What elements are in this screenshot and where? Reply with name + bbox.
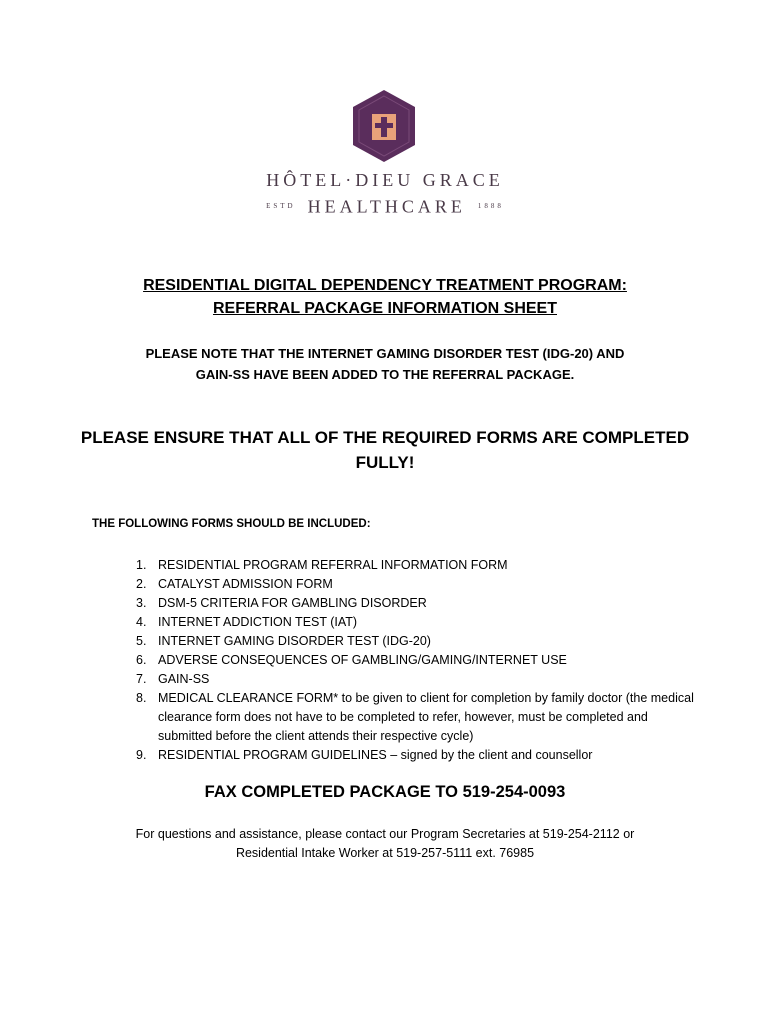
notice-paragraph: [100, 343, 670, 385]
logo-subline: [0, 196, 770, 216]
list-item: [136, 594, 696, 613]
ensure-heading: [70, 425, 700, 475]
document-title: [0, 274, 770, 320]
list-item: [136, 556, 696, 575]
list-text: GAIN-SS: [158, 672, 210, 686]
list-item: [136, 651, 696, 670]
list-number: 1.: [136, 558, 147, 572]
list-text: INTERNET GAMING DISORDER TEST (IDG-20): [158, 634, 431, 648]
title-line-2: REFERRAL PACKAGE INFORMATION SHEET: [212, 300, 557, 317]
list-text: RESIDENTIAL PROGRAM REFERRAL INFORMATION FORM: [158, 558, 508, 572]
forms-list: [136, 556, 696, 765]
title-line-1: RESIDENTIAL DIGITAL DEPENDENCY TREATMENT PROGRAM:: [143, 277, 627, 294]
forms-heading: THE FOLLOWING FORMS SHOULD BE INCLUDED:: [92, 518, 371, 530]
logo-est-left: ESTD: [266, 202, 296, 211]
list-text: RESIDENTIAL PROGRAM GUIDELINES – signed by the client and counsellor: [158, 748, 593, 762]
list-item: [136, 689, 696, 746]
list-item: [136, 575, 696, 594]
logo-healthcare: HEALTHCARE: [307, 196, 466, 217]
list-item: [136, 746, 696, 765]
list-text: ADVERSE CONSEQUENCES OF GAMBLING/GAMING/INTERNET USE: [158, 653, 567, 667]
ensure-line-1: PLEASE ENSURE THAT ALL OF THE REQUIRED FORMS ARE COMPLETED: [80, 428, 690, 447]
list-number: 5.: [136, 634, 147, 648]
logo-est-right: 1888: [477, 202, 504, 211]
list-item: [136, 632, 696, 651]
notice-line-1: PLEASE NOTE THAT THE INTERNET GAMING DISORDER TEST (IDG-20) AND: [145, 346, 625, 361]
list-text: CATALYST ADMISSION FORM: [158, 577, 333, 591]
contact-line-2: Residential Intake Worker at 519-257-5111 ext. 76985: [235, 846, 535, 860]
list-number: 7.: [136, 672, 147, 686]
list-text: INTERNET ADDICTION TEST (IAT): [158, 615, 358, 629]
logo-wordmark: HÔTEL·DIEU GRACE: [266, 170, 504, 190]
list-number: 2.: [136, 577, 147, 591]
cross-hexagon-icon: [350, 88, 418, 164]
list-number: 8.: [136, 691, 147, 705]
contact-paragraph: [80, 825, 690, 863]
list-number: 6.: [136, 653, 147, 667]
list-number: 3.: [136, 596, 147, 610]
notice-line-2: GAIN-SS HAVE BEEN ADDED TO THE REFERRAL PACKAGE.: [195, 367, 575, 382]
contact-line-1: For questions and assistance, please contact our Program Secretaries at 519-254-2112 or: [135, 827, 635, 841]
list-number: 4.: [136, 615, 147, 629]
ensure-line-2: FULLY!: [355, 453, 415, 472]
list-text: MEDICAL CLEARANCE FORM* to be given to client for completion by family doctor (the medical clearance form does not have to be completed to refer, however, must be completed and submitted before the client attends their respective cycle): [158, 691, 694, 743]
list-text: DSM-5 CRITERIA FOR GAMBLING DISORDER: [158, 596, 427, 610]
list-item: [136, 613, 696, 632]
list-number: 9.: [136, 748, 147, 762]
fax-instruction: FAX COMPLETED PACKAGE TO 519-254-0093: [204, 783, 566, 801]
list-item: [136, 670, 696, 689]
